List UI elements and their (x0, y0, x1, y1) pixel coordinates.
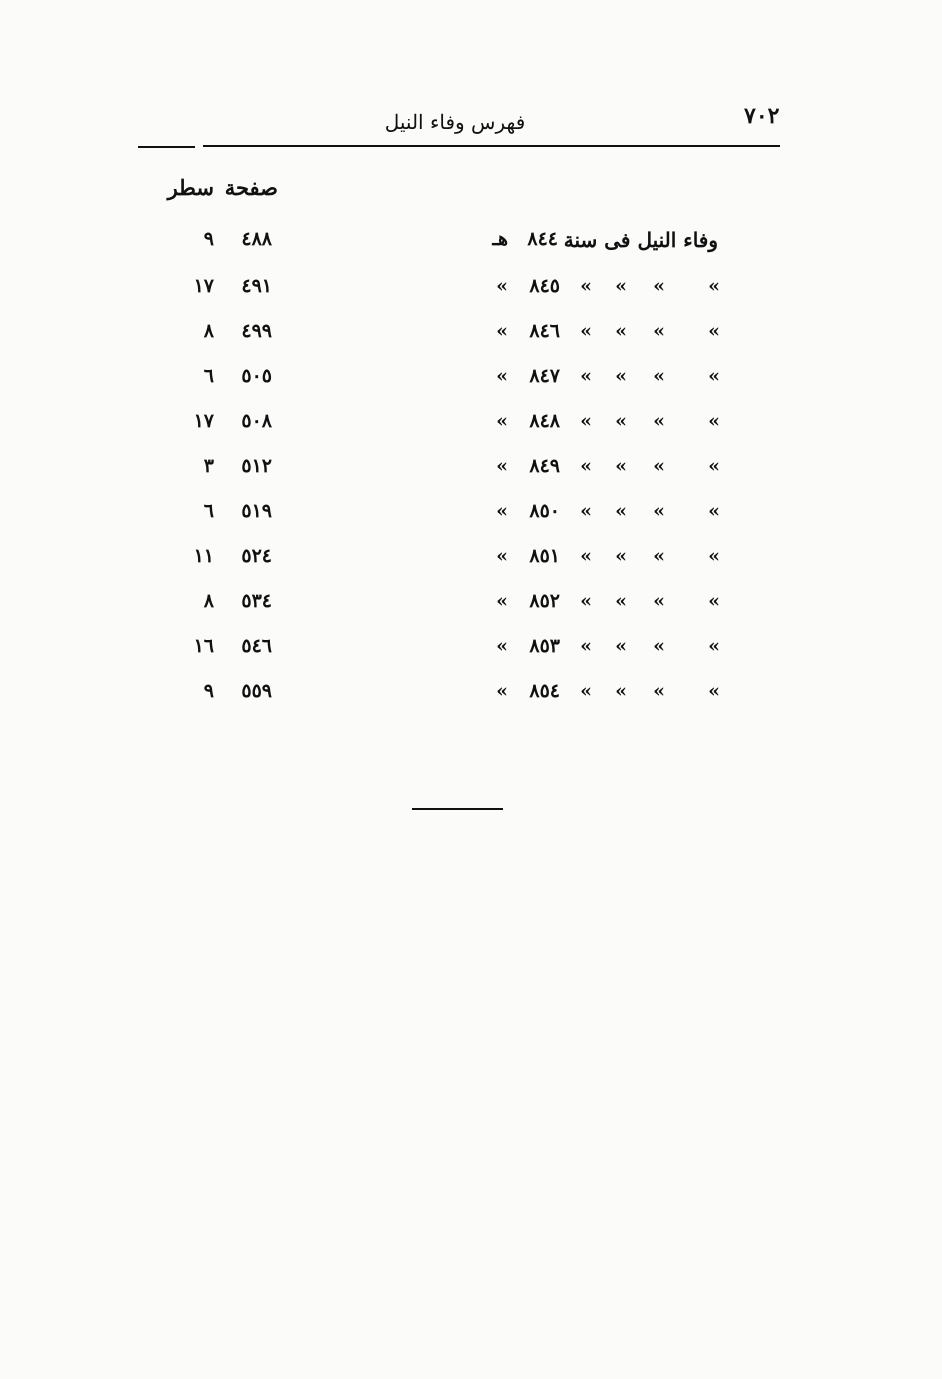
ditto-mark: » (653, 500, 665, 522)
index-row (0, 500, 942, 540)
index-row (0, 545, 942, 585)
line-number-cell: ٦ (203, 500, 214, 522)
ditto-mark: » (653, 680, 665, 702)
index-row (0, 320, 942, 360)
ditto-mark: » (615, 455, 627, 477)
year: ٨٥٤ (529, 680, 560, 702)
ditto-mark: » (615, 590, 627, 612)
line-number-cell: ٨ (203, 590, 214, 612)
ditto-mark: » (580, 275, 592, 297)
ditto-mark: » (580, 500, 592, 522)
page-number-cell: ٥٢٤ (241, 545, 272, 567)
ditto-mark: » (615, 635, 627, 657)
ditto-mark: » (653, 410, 665, 432)
ditto-mark: » (496, 365, 508, 387)
line-number-cell: ١٦ (193, 635, 214, 657)
page-column-header: صفحة (224, 175, 278, 200)
ditto-mark: » (615, 680, 627, 702)
line-number-cell: ١٧ (193, 275, 214, 297)
year: ٨٥١ (529, 545, 560, 567)
year: ٨٥٣ (529, 635, 560, 657)
entry-heading: وفاء النيل فى سنة (563, 228, 718, 252)
ditto-mark: » (496, 680, 508, 702)
page-number-cell: ٤٨٨ (241, 228, 272, 250)
index-row (0, 635, 942, 675)
section-end-rule (412, 808, 503, 810)
index-row (0, 680, 942, 720)
page-number-cell: ٥٠٥ (241, 365, 272, 387)
ditto-mark: » (496, 275, 508, 297)
header-rule-short (138, 146, 195, 148)
ditto-mark: » (580, 545, 592, 567)
page-number-cell: ٥١٢ (241, 455, 272, 477)
ditto-mark: » (496, 410, 508, 432)
page-number-cell: ٥٤٦ (241, 635, 272, 657)
ditto-mark: » (653, 635, 665, 657)
ditto-mark: » (708, 455, 720, 477)
running-title: فهرس وفاء النيل (384, 110, 526, 134)
ditto-mark: » (708, 680, 720, 702)
ditto-mark: » (580, 635, 592, 657)
year: ٨٤٥ (529, 275, 560, 297)
index-row (0, 228, 942, 268)
index-row (0, 410, 942, 450)
era-unit: هـ (492, 228, 508, 250)
index-row (0, 365, 942, 405)
line-column-header: سطر (167, 175, 214, 200)
ditto-mark: » (496, 455, 508, 477)
line-number-cell: ٩ (203, 680, 214, 702)
ditto-mark: » (708, 275, 720, 297)
year: ٨٤٤ (527, 228, 558, 250)
ditto-mark: » (615, 365, 627, 387)
ditto-mark: » (708, 365, 720, 387)
year: ٨٤٧ (529, 365, 560, 387)
index-row (0, 590, 942, 630)
header-rule (203, 145, 780, 147)
ditto-mark: » (708, 590, 720, 612)
line-number-cell: ١٧ (193, 410, 214, 432)
ditto-mark: » (580, 590, 592, 612)
index-row (0, 455, 942, 495)
ditto-mark: » (708, 635, 720, 657)
index-row (0, 275, 942, 315)
page-number-cell: ٥٥٩ (241, 680, 272, 702)
year: ٨٤٦ (529, 320, 560, 342)
ditto-mark: » (615, 545, 627, 567)
line-number-cell: ٩ (203, 228, 214, 250)
line-number-cell: ٦ (203, 365, 214, 387)
year: ٨٥٢ (529, 590, 560, 612)
ditto-mark: » (496, 590, 508, 612)
line-number-cell: ٨ (203, 320, 214, 342)
ditto-mark: » (580, 455, 592, 477)
page-number-cell: ٥٣٤ (241, 590, 272, 612)
ditto-mark: » (653, 365, 665, 387)
ditto-mark: » (580, 320, 592, 342)
ditto-mark: » (708, 410, 720, 432)
ditto-mark: » (615, 275, 627, 297)
ditto-mark: » (708, 545, 720, 567)
ditto-mark: » (653, 455, 665, 477)
ditto-mark: » (615, 410, 627, 432)
ditto-mark: » (615, 320, 627, 342)
year: ٨٥٠ (529, 500, 560, 522)
ditto-mark: » (496, 500, 508, 522)
ditto-mark: » (580, 410, 592, 432)
page-number-cell: ٤٩١ (241, 275, 272, 297)
ditto-mark: » (653, 545, 665, 567)
line-number-cell: ٣ (203, 455, 214, 477)
page-number-cell: ٥٠٨ (241, 410, 272, 432)
ditto-mark: » (653, 320, 665, 342)
line-number-cell: ١١ (193, 545, 214, 567)
ditto-mark: » (496, 320, 508, 342)
year: ٨٤٨ (529, 410, 560, 432)
ditto-mark: » (708, 320, 720, 342)
ditto-mark: » (653, 275, 665, 297)
ditto-mark: » (580, 680, 592, 702)
year: ٨٤٩ (529, 455, 560, 477)
ditto-mark: » (653, 590, 665, 612)
page-number-cell: ٥١٩ (241, 500, 272, 522)
ditto-mark: » (496, 545, 508, 567)
ditto-mark: » (615, 500, 627, 522)
page-number-cell: ٤٩٩ (241, 320, 272, 342)
ditto-mark: » (496, 635, 508, 657)
page-number: ٧٠٢ (744, 103, 780, 129)
ditto-mark: » (580, 365, 592, 387)
ditto-mark: » (708, 500, 720, 522)
